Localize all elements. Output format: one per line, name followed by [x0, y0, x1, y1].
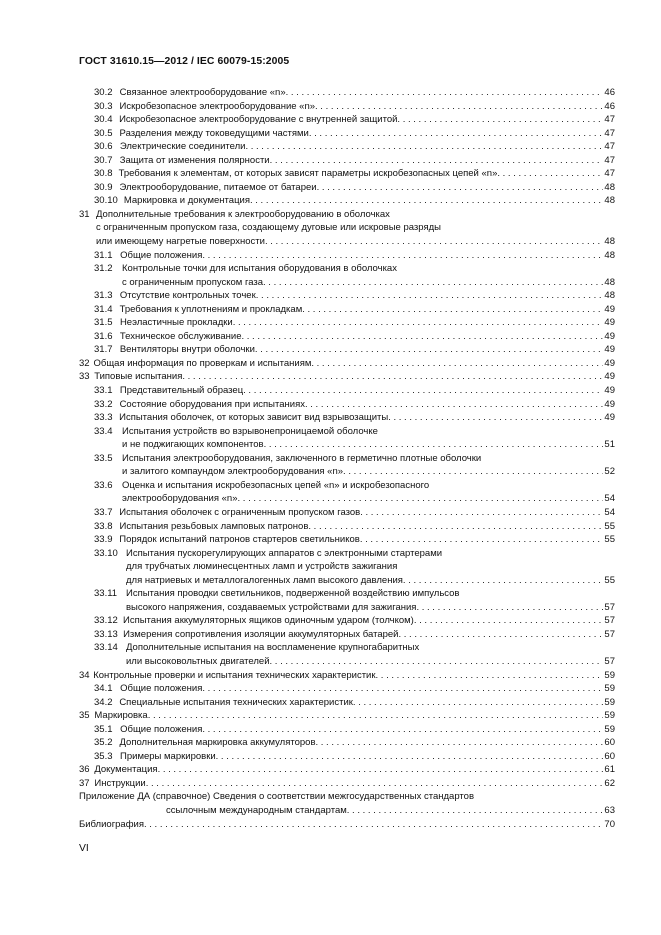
toc-entry[interactable]: [79, 777, 615, 791]
toc-entry-page: 49: [604, 412, 615, 424]
toc-entry-page: 57: [604, 601, 615, 613]
dot-leader: [158, 763, 604, 777]
toc-entry-page: 59: [604, 710, 615, 722]
toc-entry[interactable]: [79, 750, 615, 764]
toc-entry-title: Специальные испытания технических характеристик: [119, 696, 353, 708]
toc-entry-number: 36: [79, 764, 90, 776]
toc-entry[interactable]: [79, 709, 615, 723]
dot-leader: [233, 316, 604, 330]
toc-entry-page: 48: [604, 276, 615, 288]
toc-entry-number: 32: [79, 357, 90, 369]
dot-leader: [263, 276, 603, 290]
dot-leader: [216, 750, 604, 764]
dot-leader: [241, 330, 603, 344]
toc-entry[interactable]: [79, 425, 615, 452]
toc-entry[interactable]: [79, 682, 615, 696]
toc-entry[interactable]: [79, 641, 615, 668]
dot-leader: [202, 249, 603, 263]
toc-entry-page: 63: [604, 804, 615, 816]
toc-entry-number: 35.2: [94, 737, 113, 749]
toc-entry-title: Порядок испытаний патронов стартеров светильников: [119, 534, 360, 546]
toc-entry-number: 30.2: [94, 87, 113, 98]
dot-leader: [286, 86, 604, 100]
toc-entry-page: 57: [604, 655, 615, 667]
toc-entry-page: 57: [604, 615, 615, 627]
toc-entry-number: 33.5: [94, 452, 113, 464]
toc-entry-title: с ограниченным пропуском газа, создающему дуговые или искровые разряды: [96, 222, 441, 234]
toc-entry-number: 33.6: [94, 479, 113, 491]
toc-entry-title: Искробезопасное электрооборудование «n»: [119, 100, 316, 112]
toc-entry[interactable]: [79, 479, 615, 506]
dot-leader: [202, 682, 603, 696]
toc-entry[interactable]: [79, 763, 615, 777]
toc-entry-page: 46: [604, 87, 615, 98]
toc-entry-number: 33.13: [94, 628, 118, 640]
dot-leader: [497, 167, 603, 181]
toc-entry-page: 57: [604, 628, 615, 640]
document-header: ГОСТ 31610.15—2012 / IEC 60079-15:2005: [79, 56, 290, 67]
toc-entry-title: Состояние оборудования при испытаниях: [119, 398, 305, 410]
toc-entry-page: 59: [604, 723, 615, 735]
toc-entry-number: 34.2: [94, 696, 113, 708]
toc-entry-number: 35: [79, 710, 90, 722]
toc-entry-number: 33.10: [94, 547, 118, 559]
page-number: VI: [79, 843, 89, 854]
dot-leader: [311, 357, 603, 371]
toc-entry-page: 55: [604, 534, 615, 546]
toc-entry-page: 48: [604, 195, 615, 207]
table-of-contents: [79, 86, 615, 831]
toc-entry-page: 55: [604, 520, 615, 532]
toc-entry-title: Связанное электрооборудование «n»: [119, 87, 286, 98]
toc-entry-number: 35.1: [94, 723, 113, 735]
dot-leader: [343, 465, 603, 479]
toc-entry-title: Электрические соединители: [119, 141, 246, 153]
toc-entry-page: 51: [604, 439, 615, 451]
toc-entry-title: Неэластичные прокладки: [119, 317, 233, 329]
toc-entry-title: Библиография: [79, 818, 144, 830]
toc-entry-number: 31.5: [94, 317, 113, 329]
toc-entry-number: 30.7: [94, 154, 113, 166]
toc-entry-number: 30.3: [94, 100, 113, 112]
toc-entry[interactable]: [79, 140, 615, 154]
toc-entry-title: или высоковольтных двигателей: [126, 655, 270, 667]
toc-entry-page: 54: [604, 493, 615, 505]
dot-leader: [376, 669, 604, 683]
dot-leader: [315, 100, 603, 114]
toc-entry-title: электрооборудования «n»: [122, 493, 238, 505]
toc-entry-page: 49: [604, 357, 615, 369]
toc-entry[interactable]: [79, 113, 615, 127]
toc-entry[interactable]: [79, 587, 615, 614]
toc-entry-title: Отсутствие контрольных точек: [119, 290, 256, 302]
dot-leader: [414, 614, 604, 628]
dot-leader: [265, 235, 603, 249]
dot-leader: [302, 303, 603, 317]
toc-entry-number: 30.8: [94, 168, 113, 180]
toc-entry[interactable]: [79, 370, 615, 384]
toc-entry-title: Испытания устройств во взрывонепроницаемой оболочке: [122, 425, 378, 437]
toc-entry-page: 47: [604, 154, 615, 166]
dot-leader: [347, 804, 604, 818]
toc-entry-title: Представительный образец: [119, 385, 244, 397]
dot-leader: [264, 438, 604, 452]
toc-entry-page: 61: [604, 764, 615, 776]
dot-leader: [317, 181, 604, 195]
toc-entry-number: 33.7: [94, 506, 113, 518]
toc-entry-title: Общие положения: [120, 723, 203, 735]
toc-entry-page: 60: [604, 737, 615, 749]
toc-entry-page: 49: [604, 398, 615, 410]
toc-entry-page: 47: [604, 127, 615, 139]
toc-entry-title: или имеющему нагретые поверхности: [96, 236, 265, 248]
toc-entry-title: и не поджигающих компонентов: [122, 439, 264, 451]
toc-entry-page: 52: [604, 466, 615, 478]
dot-leader: [316, 736, 604, 750]
toc-entry[interactable]: [79, 398, 615, 412]
toc-entry-title: Инструкции: [94, 777, 146, 789]
toc-entry[interactable]: [79, 411, 615, 425]
dot-leader: [243, 384, 603, 398]
toc-entry-title: Испытания оболочек с ограниченным пропуском газов: [119, 506, 361, 518]
toc-entry-number: 31.2: [94, 263, 113, 275]
toc-entry-title: Испытания пускорегулирующих аппаратов с электронными стартерами: [126, 547, 443, 559]
toc-entry[interactable]: [79, 696, 615, 710]
toc-entry[interactable]: [79, 86, 615, 100]
toc-entry[interactable]: [79, 357, 615, 371]
toc-entry-title: Испытания проводки светильников, подверженной воздействию импульсов: [126, 588, 460, 600]
toc-entry[interactable]: [79, 723, 615, 737]
toc-entry-page: 70: [604, 818, 615, 830]
dot-leader: [256, 289, 604, 303]
toc-entry[interactable]: [79, 736, 615, 750]
toc-entry-page: 48: [604, 290, 615, 302]
toc-entry-number: 31.3: [94, 290, 113, 302]
toc-entry-number: 30.9: [94, 181, 113, 193]
toc-entry-number: 33.9: [94, 534, 113, 546]
toc-entry-title: Испытания электрооборудования, заключенного в герметично плотные оболочки: [122, 452, 482, 464]
dot-leader: [403, 574, 604, 588]
toc-entry-page: 62: [604, 777, 615, 789]
toc-entry-page: 46: [604, 100, 615, 112]
toc-entry-title: Требования к уплотнениям и прокладкам: [119, 303, 303, 315]
toc-entry-title: ссылочным международным стандартам: [166, 804, 347, 816]
toc-entry-number: 31.6: [94, 330, 113, 342]
dot-leader: [360, 506, 603, 520]
toc-entry[interactable]: [79, 669, 615, 683]
toc-entry-number: 30.4: [94, 114, 113, 126]
dot-leader: [270, 655, 604, 669]
toc-entry[interactable]: [79, 181, 615, 195]
toc-entry[interactable]: [79, 790, 615, 817]
dot-leader: [245, 140, 603, 154]
dot-leader: [398, 628, 603, 642]
toc-entry-title: для трубчатых люминесцентных ламп и устройств зажигания: [126, 561, 398, 573]
toc-entry-number: 31.4: [94, 303, 113, 315]
toc-entry[interactable]: [79, 384, 615, 398]
toc-entry-number: 33.8: [94, 520, 113, 532]
toc-entry[interactable]: [79, 127, 615, 141]
dot-leader: [397, 113, 603, 127]
toc-entry-number: 31.1: [94, 249, 113, 261]
toc-entry[interactable]: [79, 167, 615, 181]
toc-entry-number: 30.5: [94, 127, 113, 139]
dot-leader: [238, 492, 604, 506]
toc-entry-page: 47: [604, 168, 615, 180]
toc-entry-title: Оценка и испытания искробезопасных цепей «n» и искробезопасного: [122, 479, 430, 491]
dot-leader: [309, 127, 604, 141]
toc-entry-page: 55: [604, 574, 615, 586]
toc-entry[interactable]: [79, 343, 615, 357]
toc-entry-number: 34: [79, 669, 90, 681]
toc-entry-number: 30.6: [94, 141, 113, 153]
dot-leader: [353, 696, 604, 710]
dot-leader: [360, 533, 604, 547]
toc-entry-page: 49: [604, 330, 615, 342]
dot-leader: [148, 709, 604, 723]
toc-entry-title: Дополнительные испытания на воспламенение крупногабаритных: [126, 642, 420, 654]
toc-entry[interactable]: [79, 208, 615, 249]
toc-entry-title: Испытания резьбовых ламповых патронов: [119, 520, 309, 532]
toc-entry-number: 33: [79, 371, 90, 383]
toc-entry-title: высокого напряжения, создаваемых устройствами для зажигания: [126, 601, 417, 613]
toc-entry-page: 59: [604, 696, 615, 708]
toc-entry-number: 33.4: [94, 425, 113, 437]
dot-leader: [182, 370, 603, 384]
toc-entry-title: Маркировка и документация: [123, 195, 250, 207]
toc-entry-page: 49: [604, 385, 615, 397]
toc-entry-page: 49: [604, 344, 615, 356]
toc-entry-title: для натриевых и металлогалогенных ламп высокого давления: [126, 574, 403, 586]
toc-entry-title: Контрольные проверки и испытания технических характеристик: [93, 669, 376, 681]
toc-entry-title: Общие положения: [120, 683, 203, 695]
toc-entry[interactable]: [79, 316, 615, 330]
toc-entry[interactable]: [79, 330, 615, 344]
toc-entry-page: 49: [604, 303, 615, 315]
toc-entry-number: 37: [79, 777, 90, 789]
toc-entry[interactable]: [79, 506, 615, 520]
toc-entry-title: Искробезопасное электрооборудование с внутренней защитой: [119, 114, 398, 126]
toc-entry-number: 33.12: [94, 615, 118, 627]
dot-leader: [308, 520, 603, 534]
dot-leader: [144, 818, 603, 832]
toc-entry-title: Защита от изменения полярности: [119, 154, 270, 166]
toc-entry-title: Вентиляторы внутри оболочки: [119, 344, 255, 356]
dot-leader: [146, 777, 604, 791]
toc-entry-title: Дополнительная маркировка аккумуляторов: [119, 737, 316, 749]
toc-entry-title: Требования к элементам, от которых зависят параметры искробезопасных цепей «n»: [118, 168, 498, 180]
toc-entry[interactable]: [79, 249, 615, 263]
toc-entry-page: 48: [604, 236, 615, 248]
toc-entry-page: 60: [604, 750, 615, 762]
toc-entry-page: 54: [604, 506, 615, 518]
toc-entry[interactable]: [79, 628, 615, 642]
dot-leader: [270, 154, 604, 168]
toc-entry-title: Документация: [94, 764, 158, 776]
toc-entry-page: 49: [604, 371, 615, 383]
dot-leader: [305, 398, 603, 412]
toc-entry-number: 33.3: [94, 412, 113, 424]
toc-entry-number: 33.2: [94, 398, 113, 410]
toc-entry[interactable]: [79, 154, 615, 168]
toc-entry-title: Разделения между токоведущими частями: [119, 127, 309, 139]
toc-entry-page: 47: [604, 141, 615, 153]
dot-leader: [388, 411, 603, 425]
dot-leader: [416, 601, 603, 615]
toc-entry-title: Техническое обслуживание: [119, 330, 242, 342]
dot-leader: [202, 723, 603, 737]
toc-entry-title: Испытания аккумуляторных ящиков одиночным ударом (толчком): [123, 615, 414, 627]
toc-entry-title: Маркировка: [94, 710, 148, 722]
toc-entry-title: Электрооборудование, питаемое от батареи: [119, 181, 317, 193]
toc-entry[interactable]: [79, 520, 615, 534]
toc-entry[interactable]: [79, 100, 615, 114]
toc-entry-title: Дополнительные требования к электрооборудованию в оболочках: [96, 208, 390, 220]
toc-entry-page: 49: [604, 317, 615, 329]
toc-entry[interactable]: [79, 533, 615, 547]
toc-entry-page: 59: [604, 669, 615, 681]
toc-entry-page: 48: [604, 181, 615, 193]
toc-entry-page: 48: [604, 249, 615, 261]
toc-entry-page: 47: [604, 114, 615, 126]
toc-entry-title: с ограниченным пропуском газа: [122, 276, 264, 288]
toc-entry-number: 33.11: [94, 588, 118, 600]
toc-entry-number: 31: [79, 208, 90, 220]
toc-entry-page: 59: [604, 683, 615, 695]
dot-leader: [255, 343, 604, 357]
toc-entry-number: 33.14: [94, 642, 118, 654]
toc-entry-number: 33.1: [94, 385, 113, 397]
toc-entry[interactable]: [79, 452, 615, 479]
toc-entry[interactable]: [79, 194, 615, 208]
toc-entry-number: 31.7: [94, 344, 113, 356]
dot-leader: [250, 194, 603, 208]
toc-entry-title: Приложение ДА (справочное) Сведения о соответствии межгосударственных стандартов: [79, 791, 474, 803]
toc-entry-title: Измерения сопротивления изоляции аккумуляторных батарей: [123, 628, 399, 640]
toc-entry-title: Контрольные точки для испытания оборудования в оболочках: [122, 263, 397, 275]
toc-entry[interactable]: [79, 614, 615, 628]
toc-entry-title: Общие положения: [120, 249, 203, 261]
toc-entry[interactable]: [79, 262, 615, 289]
toc-entry-title: Общая информация по проверкам и испытаниям: [93, 357, 312, 369]
toc-entry-number: 30.10: [94, 195, 118, 207]
toc-entry-title: Примеры маркировки: [120, 750, 216, 762]
toc-entry-number: 34.1: [94, 683, 113, 695]
toc-entry-title: и залитого компаундом электрооборудования «n»: [122, 466, 344, 478]
toc-entry-title: Испытания оболочек, от которых зависит вид взрывозащиты: [119, 412, 389, 424]
toc-entry[interactable]: [79, 547, 615, 588]
toc-entry[interactable]: [79, 303, 615, 317]
toc-entry-number: 35.3: [94, 750, 113, 762]
toc-entry[interactable]: [79, 818, 615, 832]
toc-entry[interactable]: [79, 289, 615, 303]
toc-entry-title: Типовые испытания: [94, 371, 183, 383]
